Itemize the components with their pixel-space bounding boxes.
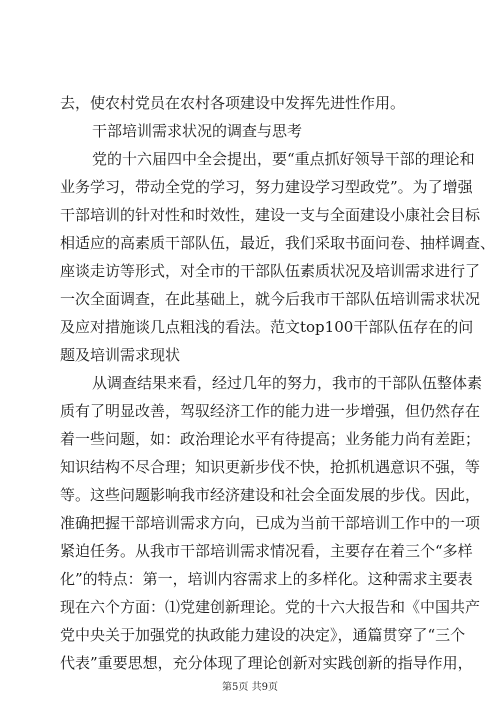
page-number-footer: 第5页 共9页 bbox=[222, 682, 278, 693]
section-heading: 题及培训需求现状 bbox=[60, 346, 181, 364]
text-line: 及应对措施谈几点粗浅的看法。范文top100干部队伍存在的问 bbox=[60, 318, 474, 336]
text-line: 紧迫任务。从我市干部培训需求情况看，主要存在着三个“多样 bbox=[60, 542, 473, 560]
text-line: 着一些问题，如：政治理论水平有待提高；业务能力尚有差距； bbox=[60, 430, 481, 448]
text-line: 知识结构不尽合理；知识更新步伐不快，抢抓机遇意识不强，等 bbox=[60, 458, 481, 476]
text-line: 化”的特点：第一，培训内容需求上的多样化。这种需求主要表 bbox=[60, 570, 473, 588]
text-line: 一次全面调查，在此基础上，就今后我市干部队伍培训需求状况 bbox=[60, 290, 481, 308]
text-line: 准确把握干部培训需求方向，已成为当前干部培训工作中的一项 bbox=[60, 514, 481, 532]
text-line: 相适应的高素质干部队伍，最近，我们采取书面问卷、抽样调查、 bbox=[60, 234, 496, 252]
text-line: 从调查结果来看，经过几年的努力，我市的干部队伍整体素 bbox=[92, 374, 483, 392]
text-line: 代表”重要思想，充分体现了理论创新对实践创新的指导作用， bbox=[60, 654, 473, 672]
text-line: 等。这些问题影响我市经济建设和社会全面发展的步伐。因此， bbox=[60, 486, 481, 504]
text-line: 去，使农村党员在农村各项建设中发挥先进性作用。 bbox=[60, 94, 406, 112]
text-line: 现在六个方面：⑴党建创新理论。党的十六大报告和《中国共产 bbox=[60, 598, 481, 616]
text-line: 党中央关于加强党的执政能力建设的决定》，通篇贯穿了“三个 bbox=[60, 626, 466, 644]
text-line: 座谈走访等形式，对全市的干部队伍素质状况及培训需求进行了 bbox=[60, 262, 481, 280]
text-line: 质有了明显改善，驾驭经济工作的能力进一步增强，但仍然存在 bbox=[60, 402, 481, 420]
section-heading: 干部培训需求状况的调查与思考 bbox=[92, 122, 303, 140]
text-line: 业务学习，带动全党的学习，努力建设学习型政党”。为了增强 bbox=[60, 178, 473, 196]
text-line: 干部培训的针对性和时效性，建设一支与全面建设小康社会目标 bbox=[60, 206, 481, 224]
text-line: 党的十六届四中全会提出，要“重点抓好领导干部的理论和 bbox=[92, 150, 475, 168]
